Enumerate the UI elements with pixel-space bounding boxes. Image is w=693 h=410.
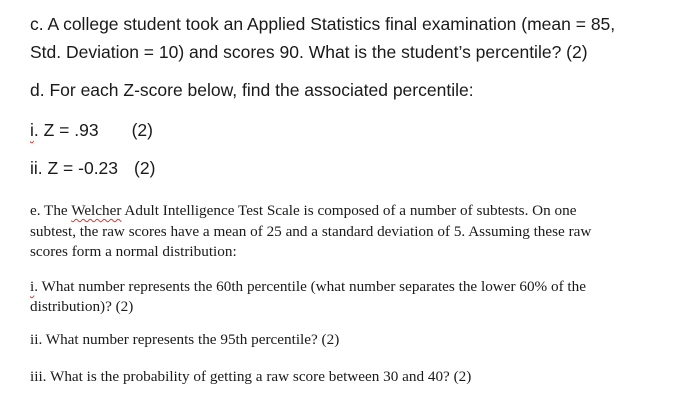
question-e-item-i	[30, 277, 586, 316]
question-e-prefix: e. The	[30, 202, 72, 219]
question-e-item-ii: ii. What number represents the 95th percentile? (2)	[30, 331, 340, 348]
question-e-line-3: scores form a normal distribution:	[30, 243, 237, 260]
question-d-item-ii	[30, 158, 155, 179]
welcher-word: Welcher	[71, 202, 122, 219]
question-e-intro	[30, 201, 591, 263]
question-e-item-iii: iii. What is the probability of getting a raw score between 30 and 40? (2)	[30, 368, 472, 385]
question-e-line-1-rest: Adult Intelligence Test Scale is composed of a number of subtests. On one	[121, 202, 577, 219]
question-d-item-i	[30, 120, 153, 141]
item-i-marks: (2)	[131, 120, 153, 140]
question-c-line-1: c. A college student took an Applied Statistics final examination (mean = 85,	[30, 14, 616, 34]
question-e-item-i-line-1	[30, 277, 586, 297]
question-e-line-1	[30, 201, 591, 222]
item-i-prefix: i	[30, 120, 34, 140]
item-ii-marks: (2)	[134, 158, 156, 178]
question-c-line-2: Std. Deviation = 10) and scores 90. What is the student’s percentile? (2)	[30, 42, 588, 62]
item-ii-text: ii. Z = -0.23	[30, 158, 119, 178]
question-e-line-2: subtest, the raw scores have a mean of 25 and a standard deviation of 5. Assuming these raw	[30, 222, 592, 240]
question-d-heading: d. For each Z-score below, find the associated percentile:	[30, 80, 474, 100]
item-i-text: . Z = .93	[33, 120, 99, 140]
question-e-item-i-line-2: distribution)? (2)	[30, 297, 134, 315]
item-e-i-text: . What number represents the 60th percentile (what number separates the lower 60% of the	[34, 278, 586, 295]
item-e-i-prefix: i	[30, 278, 35, 295]
